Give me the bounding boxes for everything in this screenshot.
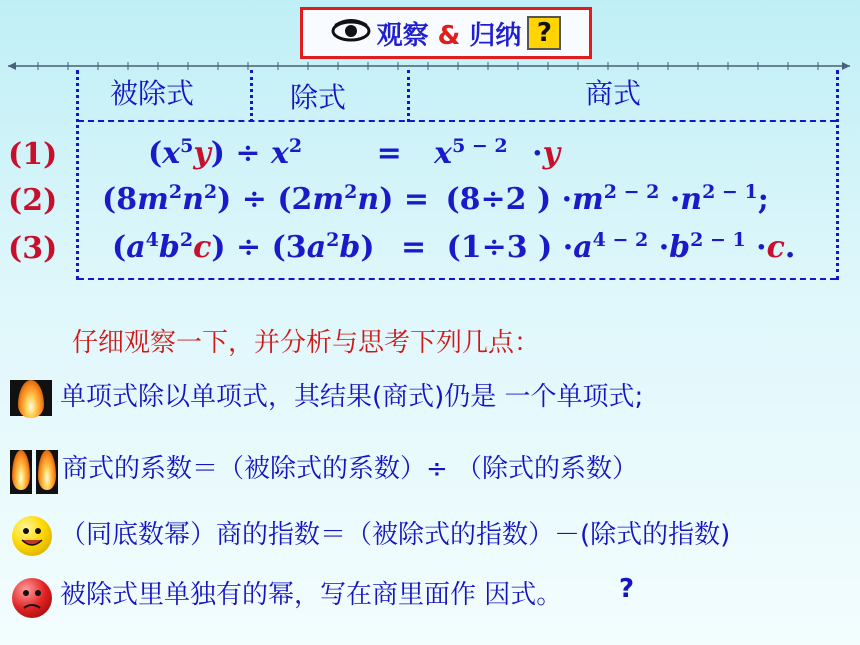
question-box-icon: ? <box>527 16 561 50</box>
smiley-face-icon <box>12 516 52 556</box>
equation-row-2: $(8m^2n^2) \div (2m^2n) = (8\div 2$ ) $\cdot m^{2 - 2} \cdot n^{2 - 1}$; <box>102 181 769 217</box>
title-box <box>300 7 592 59</box>
eye-icon <box>331 19 371 47</box>
table-divider-1 <box>250 70 253 122</box>
table-right-border <box>836 70 839 280</box>
rule-4-text: 被除式里单独有的幂，写在商里面作 因式。 <box>60 580 563 610</box>
flame-icon <box>10 380 52 416</box>
equation-row-1: $(x^5y) \div x^2 = x^{5 - 2} \cdot y$ <box>148 135 560 171</box>
row-label-3: (3) <box>8 231 58 266</box>
header-divisor: 除式 <box>290 81 347 114</box>
rule-1-text: 单项式除以单项式，其结果(商式)仍是 一个单项式; <box>60 382 644 412</box>
table-bottom-rule <box>78 278 836 280</box>
header-quotient: 商式 <box>585 77 642 110</box>
question-mark: ? <box>619 574 635 604</box>
table-header-rule <box>78 120 836 122</box>
ruler-divider <box>8 58 850 72</box>
equation-row-3: $(a^4b^2c) \div (3a^2b) = (1\div 3$ ) $\cdot a^{4 - 2} \cdot b^{2 - 1} \cdot c$. <box>112 229 796 265</box>
table-left-border <box>76 70 79 280</box>
row-label-1: (1) <box>8 137 58 172</box>
row-label-2: (2) <box>8 183 58 218</box>
rule-3-text: （同底数幂）商的指数＝（被除式的指数）－(除式的指数) <box>60 520 731 550</box>
rule-2-text: 商式的系数＝（被除式的系数）÷ （除式的系数） <box>62 454 639 484</box>
header-dividend: 被除式 <box>110 77 195 110</box>
sad-face-icon <box>12 578 52 618</box>
table-divider-2 <box>407 70 410 122</box>
double-flame-icon <box>10 450 58 494</box>
title: 观察 & 归纳 <box>376 20 522 51</box>
intro-text: 仔细观察一下，并分析与思考下列几点： <box>72 328 541 358</box>
flame-icon <box>36 450 58 494</box>
flame-icon <box>10 450 32 494</box>
